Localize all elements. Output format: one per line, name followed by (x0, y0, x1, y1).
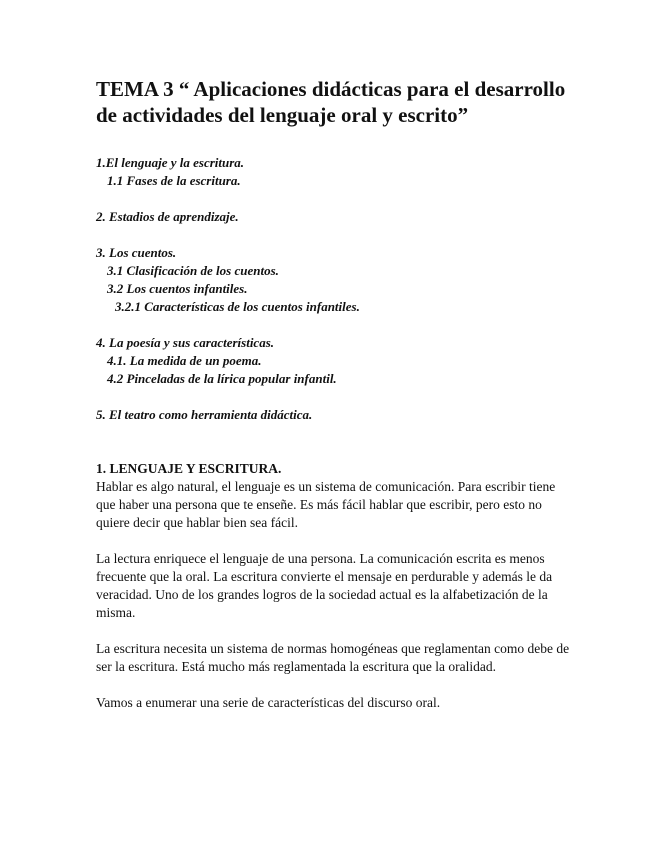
toc-item-4-1: 4.1. La medida de un poema. (107, 353, 262, 368)
paragraph-3: La escritura necesita un sistema de normas homogéneas que reglamentan como debe de ser la escritura. Está mucho más reglamentada la escritura que la oralidad. (96, 641, 570, 674)
paragraph-2: La lectura enriquece el lenguaje de una persona. La comunicación escrita es menos frecuente que la oral. La escritura convierte el mensaje en perdurable y además le da veracidad. Uno de los grandes logros de la sociedad actual es la alfabetización de la misma. (96, 551, 553, 620)
toc-item-5: 5. El teatro como herramienta didáctica. (96, 407, 313, 422)
toc-item-4-2: 4.2 Pinceladas de la lírica popular infantil. (107, 371, 337, 386)
toc-group-4 (96, 334, 576, 388)
toc-item-4: 4. La poesía y sus características. (96, 335, 275, 350)
toc-item-1-1: 1.1 Fases de la escritura. (107, 173, 241, 188)
toc-item-3-2-1: 3.2.1 Características de los cuentos infantiles. (115, 299, 360, 314)
table-of-contents (96, 154, 576, 424)
toc-item-3: 3. Los cuentos. (96, 245, 177, 260)
section-heading: 1. LENGUAJE Y ESCRITURA. (96, 461, 282, 476)
toc-item-1: 1.El lenguaje y la escritura. (96, 155, 245, 170)
toc-item-3-2: 3.2 Los cuentos infantiles. (107, 281, 248, 296)
document-title: TEMA 3 “ Aplicaciones didácticas para el desarrollo de actividades del lenguaje oral y escrito” (96, 77, 566, 127)
toc-group-2 (96, 208, 576, 226)
toc-item-2: 2. Estadios de aprendizaje. (96, 209, 239, 224)
paragraph-1: Hablar es algo natural, el lenguaje es un sistema de comunicación. Para escribir tiene que haber una persona que te enseñe. Es más fácil hablar que escribir, pero esto no quiere decir que hablar bien sea fácil. (96, 479, 556, 530)
toc-group-1 (96, 154, 576, 190)
toc-item-3-1: 3.1 Clasificación de los cuentos. (107, 263, 279, 278)
document-page (96, 76, 576, 730)
section-lenguaje-escritura (96, 460, 576, 712)
paragraph-4: Vamos a enumerar una serie de características del discurso oral. (96, 695, 441, 710)
toc-group-5 (96, 406, 576, 424)
toc-group-3 (96, 244, 576, 316)
